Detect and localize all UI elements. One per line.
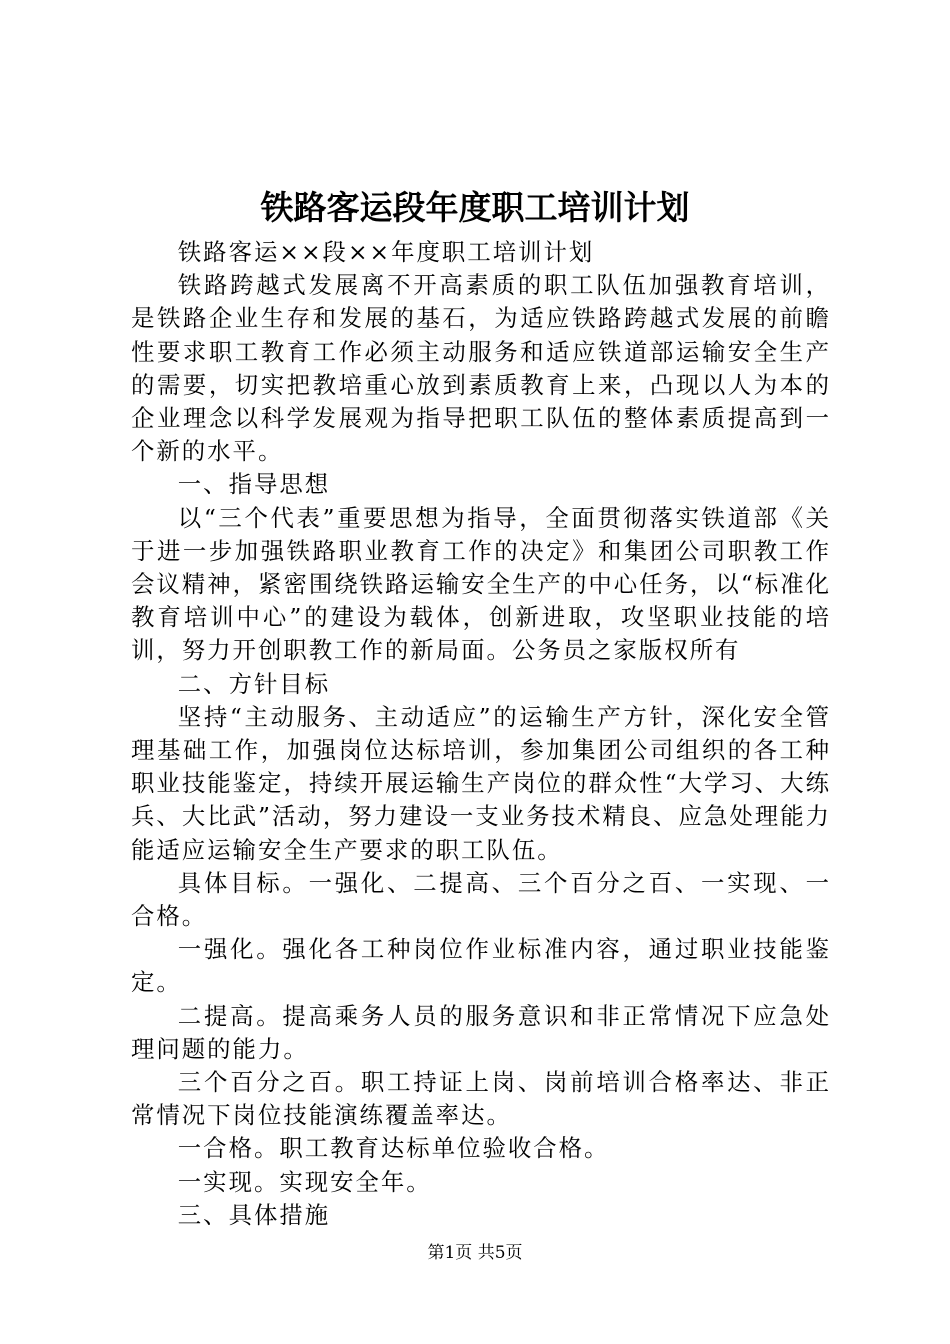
goal-improve-paragraph: 二提高。提高乘务人员的服务意识和非正常情况下应急处理问题的能力。 xyxy=(131,1001,831,1063)
section-heading-guiding-ideology: 一、指导思想 xyxy=(177,470,331,499)
policy-paragraph: 坚持“主动服务、主动适应”的运输生产方针，深化安全管理基础工作，加强岗位达标培训，参加集团公司组织的各工种职业技能鉴定，持续开展运输生产岗位的群众性“大学习、大练兵、大比武”活动，努力建设一支业务技术精良、应急处理能力能适应运输安全生产要求的职工队伍。 xyxy=(131,702,831,864)
specific-goals-paragraph: 具体目标。一强化、二提高、三个百分之百、一实现、一合格。 xyxy=(131,868,831,931)
guiding-ideology-paragraph: 以“三个代表”重要思想为指导，全面贯彻落实铁道部《关于进一步加强铁路职业教育工作的决定》和集团公司职教工作会议精神，紧密围绕铁路运输安全生产的中心任务，以“标准化教育培训中心”的建设为载体，创新进取，攻坚职业技能的培训，努力开创职教工作的新局面。公务员之家版权所有 xyxy=(131,503,831,665)
document-title: 铁路客运段年度职工培训计划 xyxy=(260,188,690,227)
document-body xyxy=(131,236,831,1232)
goal-strengthen-paragraph: 一强化。强化各工种岗位作业标准内容，通过职业技能鉴定。 xyxy=(131,935,831,997)
section-heading-measures: 三、具体措施 xyxy=(177,1200,331,1229)
intro-paragraph: 铁路跨越式发展离不开高素质的职工队伍加强教育培训，是铁路企业生存和发展的基石，为适应铁路跨越式发展的前瞻性要求职工教育工作必须主动服务和适应铁道部运输安全生产的需要，切实把教培重心放到素质教育上来，凸现以人为本的企业理念以科学发展观为指导把职工队伍的整体素质提高到一个新的水平。 xyxy=(131,271,831,466)
goal-qualified-paragraph: 一合格。职工教育达标单位验收合格。 xyxy=(177,1134,610,1163)
section-heading-policy-goals: 二、方针目标 xyxy=(177,669,331,698)
subtitle-paragraph: 铁路客运××段××年度职工培训计划 xyxy=(177,238,595,266)
page-footer: 第1页 共5页 xyxy=(427,1243,523,1263)
goal-hundred-percent-paragraph: 三个百分之百。职工持证上岗、岗前培训合格率达、非正常情况下岗位技能演练覆盖率达。 xyxy=(131,1068,831,1130)
goal-achieve-paragraph: 一实现。实现安全年。 xyxy=(177,1167,432,1196)
